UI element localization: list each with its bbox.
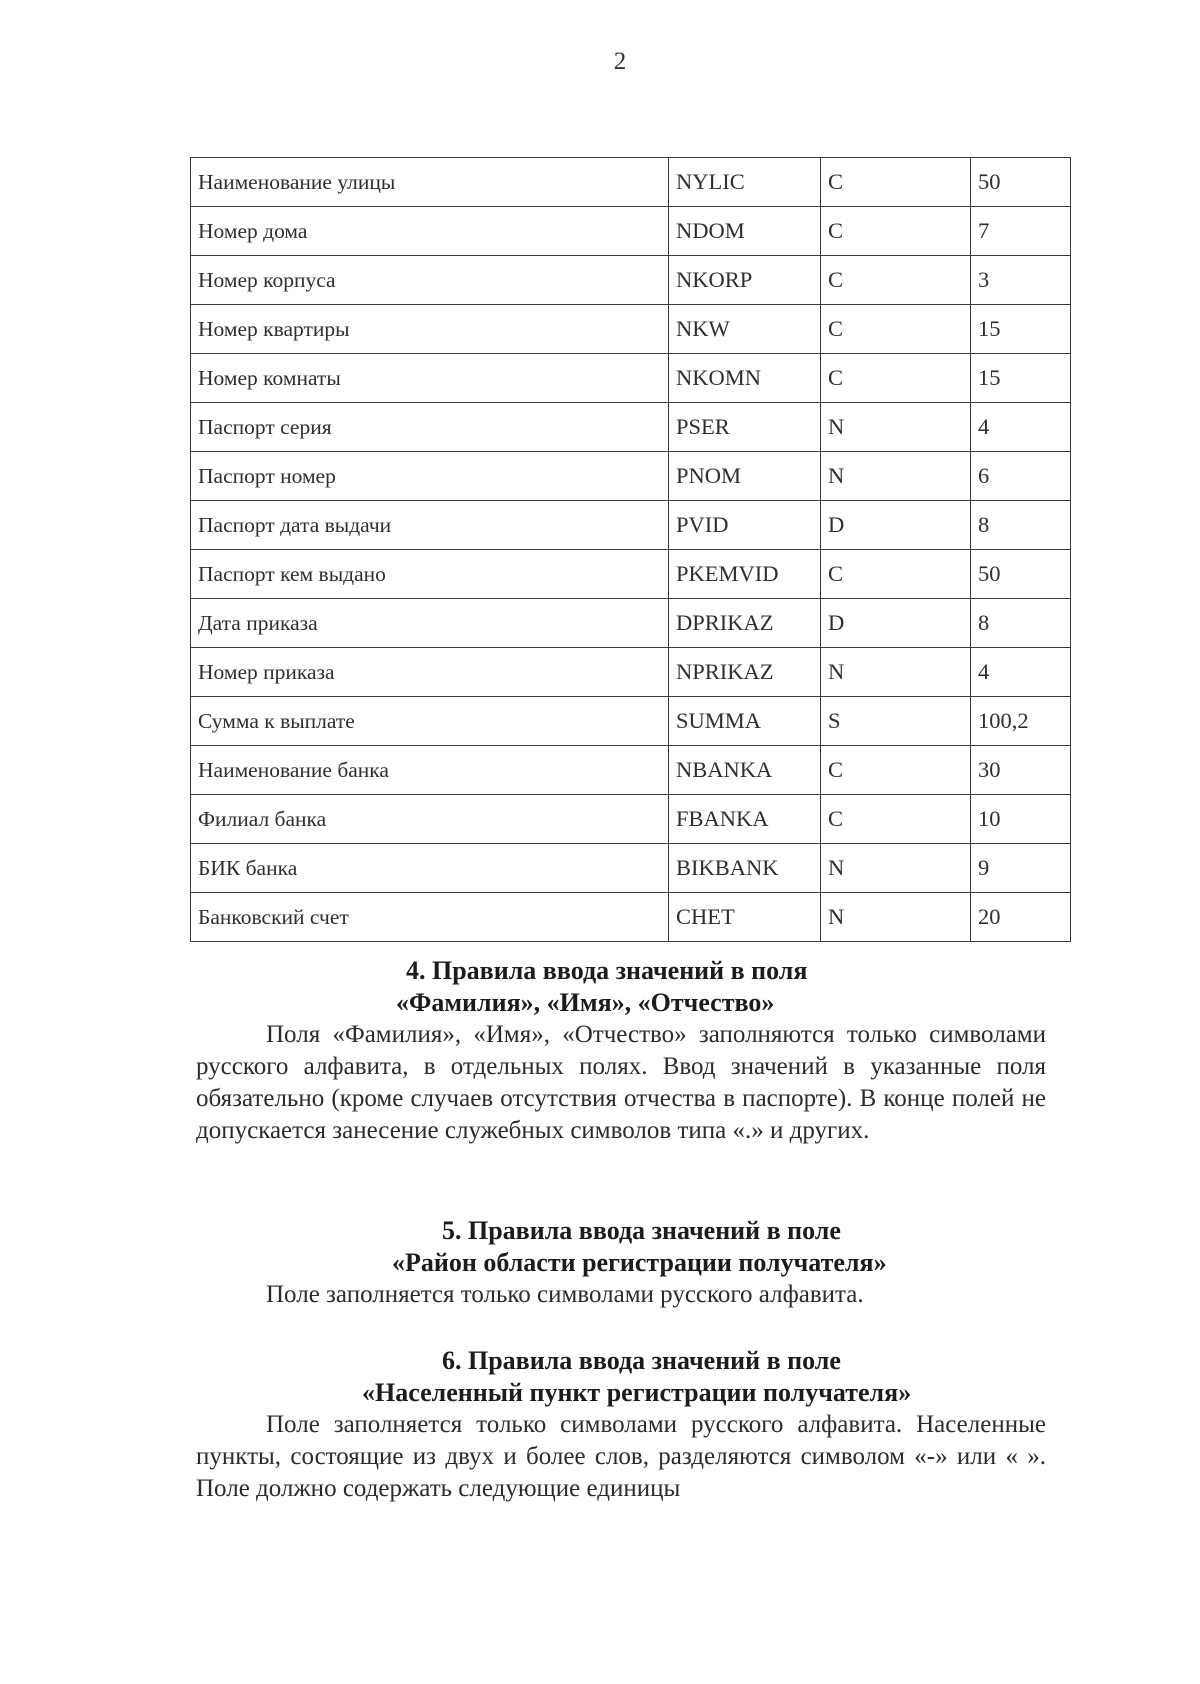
field-name-cell: Номер приказа [191,648,669,697]
section-heading-line: «Район области регистрации получателя» [392,1248,887,1277]
page-number: 2 [613,48,627,75]
field-length-cell: 10 [971,795,1071,844]
field-name-cell: Банковский счет [191,893,669,942]
field-name-cell: Сумма к выплате [191,697,669,746]
field-type-cell: N [821,403,971,452]
field-code-cell: NPRIKAZ [669,648,821,697]
table-row [191,501,1071,550]
table-row [191,256,1071,305]
field-type-cell: S [821,697,971,746]
field-length-cell: 20 [971,893,1071,942]
field-code-cell: BIKBANK [669,844,821,893]
field-name-cell: Дата приказа [191,599,669,648]
table-row [191,893,1071,942]
table-row [191,158,1071,207]
field-code-cell: NBANKA [669,746,821,795]
field-code-cell: SUMMA [669,697,821,746]
section-heading [196,955,1046,1019]
field-name-cell: Наименование банка [191,746,669,795]
table-row [191,452,1071,501]
field-name-cell: Филиал банка [191,795,669,844]
field-name-cell: Наименование улицы [191,158,669,207]
field-type-cell: C [821,158,971,207]
field-type-cell: C [821,354,971,403]
field-code-cell: PKEMVID [669,550,821,599]
field-name-cell: Паспорт кем выдано [191,550,669,599]
fields-table [190,157,1071,942]
field-length-cell: 15 [971,354,1071,403]
field-code-cell: PSER [669,403,821,452]
field-name-cell: Паспорт номер [191,452,669,501]
field-length-cell: 8 [971,501,1071,550]
field-name-cell: Номер дома [191,207,669,256]
section-6-locality-rules [196,1345,1046,1505]
field-code-cell: NKOMN [669,354,821,403]
field-length-cell: 7 [971,207,1071,256]
table-row [191,648,1071,697]
table-row [191,599,1071,648]
section-paragraph: Поля «Фамилия», «Имя», «Отчество» заполняются только символами русского алфавита, в отдельных полях. Ввод значений в указанные поля обязательно (кроме случаев отсутствия отчества в паспорте). В конце полей не допускается занесение служебных символов типа «.» и других. [196,1021,1046,1144]
field-length-cell: 3 [971,256,1071,305]
field-type-cell: N [821,648,971,697]
field-code-cell: FBANKA [669,795,821,844]
field-length-cell: 30 [971,746,1071,795]
field-name-cell: Номер комнаты [191,354,669,403]
section-heading [196,1345,1046,1409]
section-4-fio-rules [196,955,1046,1147]
field-code-cell: CHET [669,893,821,942]
field-code-cell: NKORP [669,256,821,305]
section-heading [196,1215,1046,1279]
field-code-cell: PNOM [669,452,821,501]
section-heading-line: 5. Правила ввода значений в поле [442,1216,841,1245]
field-type-cell: N [821,452,971,501]
field-length-cell: 6 [971,452,1071,501]
field-code-cell: NKW [669,305,821,354]
field-type-cell: N [821,893,971,942]
field-name-cell: БИК банка [191,844,669,893]
section-paragraph: Поле заполняется только символами русского алфавита. Населенные пункты, состоящие из двух и более слов, разделяются символом «-» или « ». Поле должно содержать следующие единицы [196,1411,1046,1502]
table-row [191,305,1071,354]
table-row [191,207,1071,256]
field-length-cell: 4 [971,648,1071,697]
section-5-district-rules [196,1215,1046,1311]
section-heading-line: 6. Правила ввода значений в поле [442,1346,841,1375]
table-row [191,354,1071,403]
field-type-cell: D [821,501,971,550]
field-length-cell: 9 [971,844,1071,893]
field-code-cell: NDOM [669,207,821,256]
table-row [191,844,1071,893]
table-row [191,746,1071,795]
field-name-cell: Номер корпуса [191,256,669,305]
field-type-cell: C [821,256,971,305]
section-heading-line: «Фамилия», «Имя», «Отчество» [396,988,775,1017]
section-paragraph: Поле заполняется только символами русского алфавита. [266,1281,864,1308]
field-name-cell: Паспорт дата выдачи [191,501,669,550]
field-length-cell: 50 [971,550,1071,599]
field-length-cell: 4 [971,403,1071,452]
field-type-cell: C [821,207,971,256]
field-code-cell: DPRIKAZ [669,599,821,648]
field-length-cell: 8 [971,599,1071,648]
field-length-cell: 50 [971,158,1071,207]
field-length-cell: 100,2 [971,697,1071,746]
field-code-cell: NYLIC [669,158,821,207]
field-type-cell: C [821,305,971,354]
field-type-cell: C [821,795,971,844]
section-heading-line: «Населенный пункт регистрации получателя» [362,1378,912,1407]
field-type-cell: C [821,746,971,795]
field-type-cell: C [821,550,971,599]
section-heading-line: 4. Правила ввода значений в поля [406,956,808,985]
table-row [191,403,1071,452]
field-name-cell: Номер квартиры [191,305,669,354]
field-name-cell: Паспорт серия [191,403,669,452]
table-row [191,550,1071,599]
field-length-cell: 15 [971,305,1071,354]
field-type-cell: D [821,599,971,648]
table-row [191,795,1071,844]
table-row [191,697,1071,746]
field-code-cell: PVID [669,501,821,550]
field-type-cell: N [821,844,971,893]
